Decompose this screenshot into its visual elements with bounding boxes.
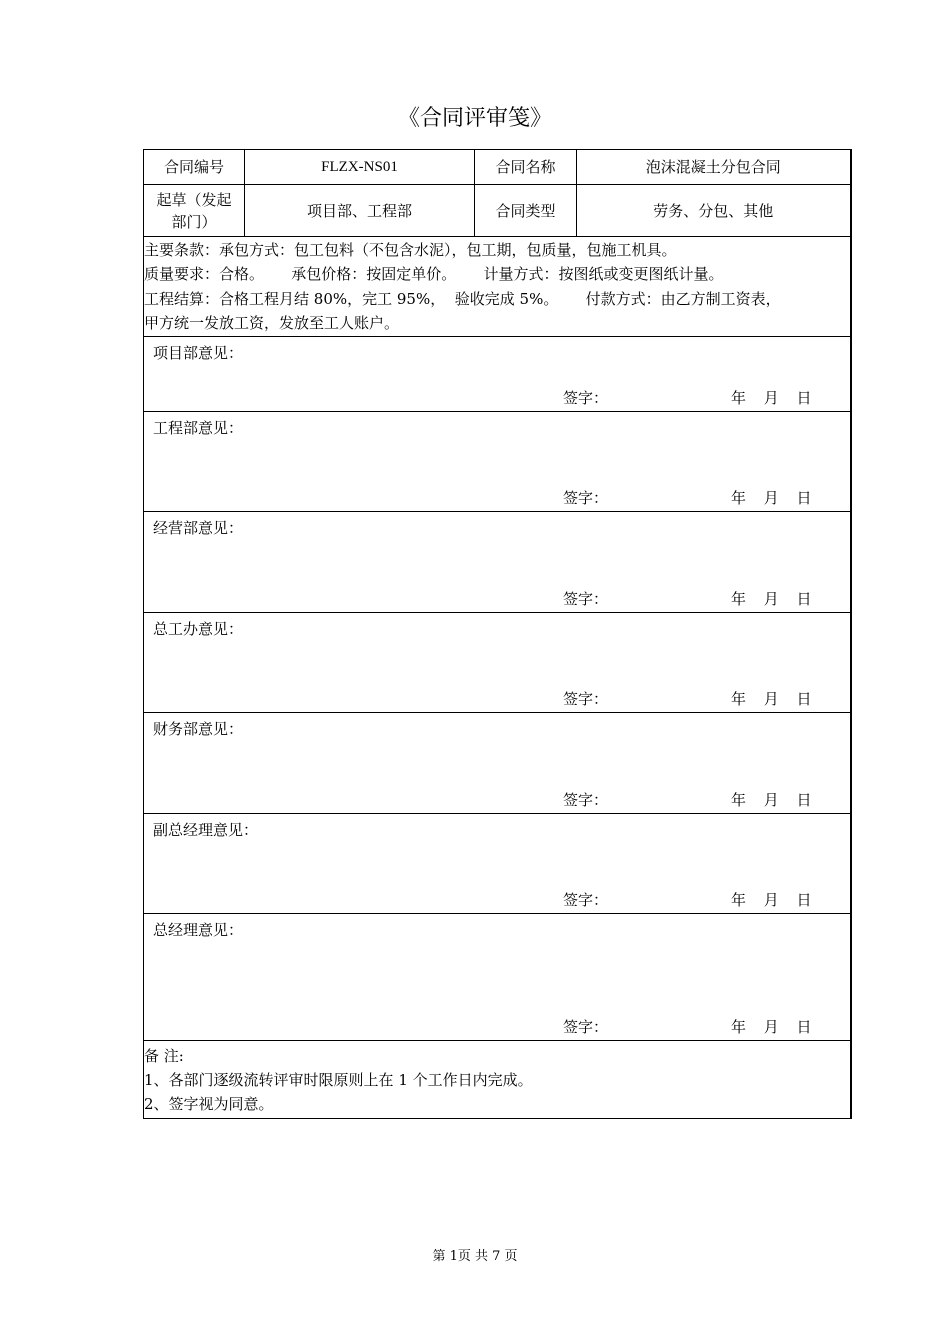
drafter-value: 项目部、工程部	[245, 185, 475, 237]
document-title: 《合同评审笺》	[397, 106, 552, 131]
drafter-label-line1: 起草（发起	[156, 190, 232, 209]
signature-label: 签字：	[563, 1018, 609, 1036]
signature-label: 签字：	[563, 389, 609, 407]
terms-line: 主要条款：承包方式：包工包料（不包含水泥），包工期，包质量，包施工机具。	[144, 240, 677, 259]
opinion-cell	[144, 337, 851, 412]
opinion-cell	[144, 814, 851, 914]
signature-label: 签字：	[563, 489, 609, 507]
contract-name-label: 合同名称	[475, 150, 577, 185]
header-row-1	[144, 150, 851, 185]
terms-line: 工程结算：合格工程月结 80%，完工 95%， 验收完成 5%。 付款方式：由乙方制工资表，	[144, 289, 781, 308]
opinion-row-chief-engineer	[144, 613, 851, 713]
opinion-row-business	[144, 512, 851, 613]
date-label: 年 月 日	[731, 791, 812, 809]
opinion-label: 总工办意见：	[153, 620, 244, 638]
opinion-label: 副总经理意见：	[153, 821, 259, 839]
opinion-cell	[144, 914, 851, 1041]
opinion-row-engineering	[144, 412, 851, 512]
terms-cell	[144, 237, 851, 337]
opinion-cell	[144, 713, 851, 814]
opinion-label: 经营部意见：	[153, 519, 244, 537]
drafter-label-line2: 部门）	[171, 212, 217, 231]
date-label: 年 月 日	[731, 690, 812, 708]
terms-row	[144, 237, 851, 337]
contract-type-value: 劳务、分包、其他	[577, 185, 851, 237]
signature-label: 签字：	[563, 791, 609, 809]
opinion-label: 财务部意见：	[153, 720, 244, 738]
notes-cell	[144, 1041, 851, 1119]
contract-no-label: 合同编号	[144, 150, 245, 185]
page-footer: 第 1页 共 7 页	[432, 1249, 518, 1264]
date-label: 年 月 日	[731, 1018, 812, 1036]
date-label: 年 月 日	[731, 590, 812, 608]
opinion-row-deputy-gm	[144, 814, 851, 914]
contract-name-value: 泡沫混凝土分包合同	[577, 150, 851, 185]
header-row-2	[144, 185, 851, 237]
notes-item: 2、签字视为同意。	[144, 1094, 274, 1113]
notes-title: 备 注:	[144, 1046, 184, 1065]
opinion-row-project	[144, 337, 851, 412]
signature-label: 签字：	[563, 690, 609, 708]
notes-item: 1、各部门逐级流转评审时限原则上在 1 个工作日内完成。	[144, 1070, 533, 1089]
terms-line: 质量要求：合格。 承包价格：按固定单价。 计量方式：按图纸或变更图纸计量。	[144, 265, 724, 283]
opinion-label: 工程部意见：	[153, 419, 244, 437]
opinion-cell	[144, 613, 851, 713]
date-label: 年 月 日	[731, 489, 812, 507]
signature-label: 签字：	[563, 590, 609, 608]
date-label: 年 月 日	[731, 891, 812, 909]
opinion-row-finance	[144, 713, 851, 814]
contract-type-label: 合同类型	[475, 185, 577, 237]
notes-row	[144, 1041, 851, 1119]
opinion-label: 总经理意见：	[153, 921, 244, 939]
opinion-cell	[144, 412, 851, 512]
drafter-label	[144, 185, 245, 237]
date-label: 年 月 日	[731, 389, 812, 407]
contract-no-value: FLZX-NS01	[245, 150, 475, 185]
opinion-cell	[144, 512, 851, 613]
terms-line: 甲方统一发放工资，发放至工人账户。	[144, 314, 400, 332]
contract-review-form	[143, 149, 852, 1119]
signature-label: 签字：	[563, 891, 609, 909]
opinion-label: 项目部意见：	[153, 344, 244, 362]
opinion-row-gm	[144, 914, 851, 1041]
